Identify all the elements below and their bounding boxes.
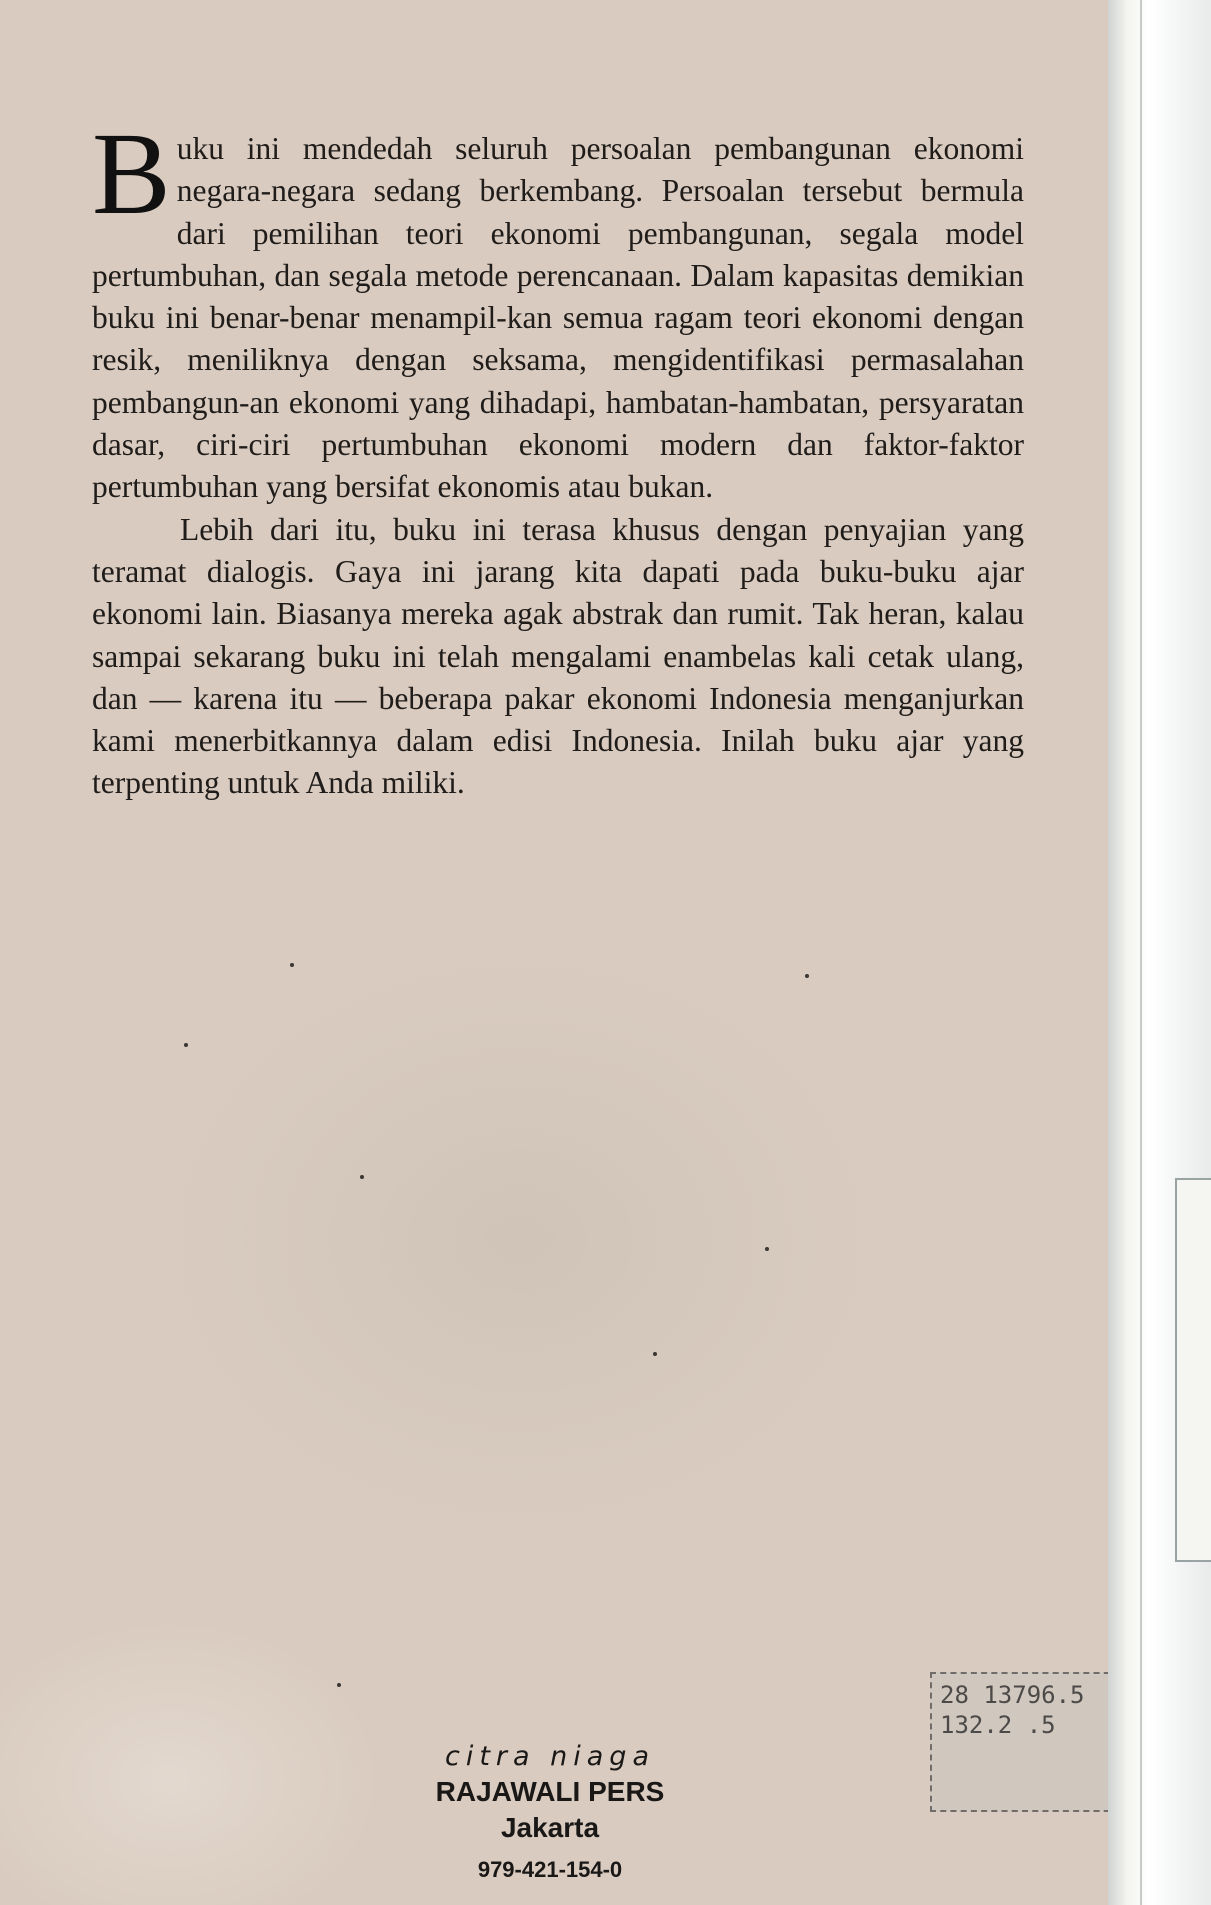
library-sticker (930, 1672, 1120, 1812)
publisher-block (330, 1740, 770, 1890)
speck (337, 1683, 341, 1687)
speck (290, 963, 294, 967)
page-edge (1108, 0, 1211, 1905)
isbn-number: 979-421-154-0 (477, 1857, 623, 1882)
blurb-paragraph-2: Lebih dari itu, buku ini terasa khusus dengan penyajian yang teramat dialogis. Gaya ini jarang kita dapati pada buku-buku ajar ekonomi lain. Biasanya mereka agak abstrak dan rumit. Tak heran, kalau sampai sekarang buku ini telah mengalami enambelas kali cetak ulang, dan — karena itu — beberapa pakar ekonomi Indonesia menganjurkan kami menerbitkannya dalam edisi Indonesia. Inilah buku ajar yang terpenting untuk Anda miliki. (92, 511, 1024, 801)
publisher-city: Jakarta (500, 1812, 600, 1843)
blurb-text (92, 108, 1024, 805)
drop-cap: B (92, 108, 171, 239)
publisher-name: RAJAWALI PERS (435, 1776, 665, 1807)
sticker-line-2: 132.2 .5 (940, 1711, 1056, 1739)
speck (184, 1043, 188, 1047)
cover-wear (0, 1620, 380, 1905)
blurb-paragraph-1-text: uku ini mendedah seluruh persoalan pembangunan ekonomi negara-negara sedang berkembang. Persoalan tersebut bermula dari pemilihan teori ekonomi pembangunan, segala model pertumbuhan, dan segala metode perencanaan. Dalam kapasitas demikian buku ini benar-benar menampil-kan semua ragam teori ekonomi dengan resik, meniliknya dengan seksama, mengidentifikasi permasalahan pembangun-an ekonomi yang dihadapi, hambatan-hambatan, persyaratan dasar, ciri-ciri pertumbuhan ekonomi modern dan faktor-faktor pertumbuhan yang bersifat ekonomis atau bukan. (92, 131, 1024, 505)
speck (653, 1352, 657, 1356)
edge-tab (1175, 1178, 1211, 1562)
speck (765, 1247, 769, 1251)
cover-stain (160, 950, 880, 1530)
speck (805, 974, 809, 978)
blurb-paragraph-1 (92, 108, 1024, 509)
page-edge-line (1140, 0, 1142, 1905)
speck (360, 1175, 364, 1179)
sticker-line-1: 28 13796.5 (940, 1681, 1085, 1709)
publisher-imprint: citra niaga (444, 1741, 655, 1772)
